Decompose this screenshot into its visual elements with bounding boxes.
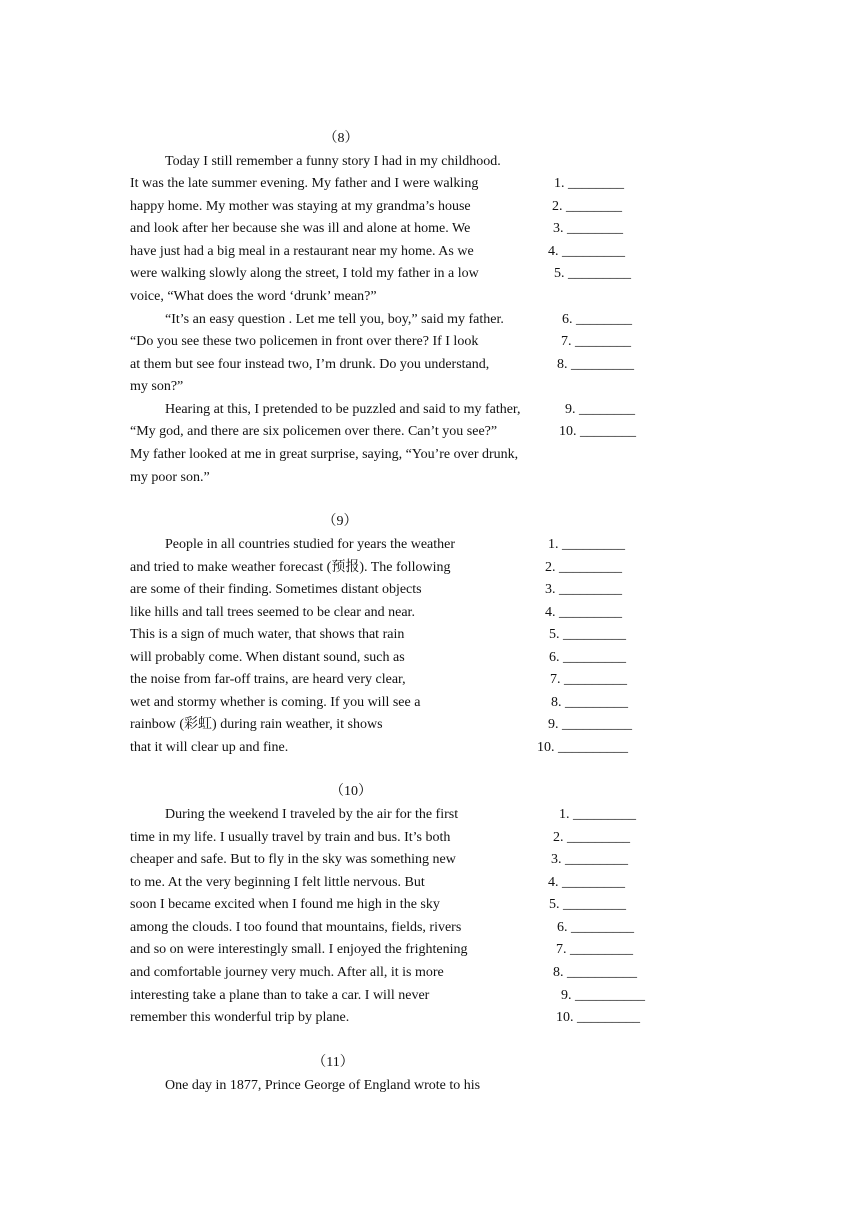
passage-heading: （8） <box>323 131 359 146</box>
answer-blank[interactable]: 6. _________ <box>557 920 634 935</box>
passage-line: interesting take a plane than to take a car. I will never <box>130 988 430 1003</box>
answer-blank[interactable]: 1. _________ <box>559 807 636 822</box>
passage-line: “Do you see these two policemen in front over there? If I look <box>130 334 479 349</box>
answer-blank[interactable]: 8. __________ <box>553 965 637 980</box>
passage-line: and look after her because she was ill and alone at home. We <box>130 221 471 236</box>
passage-line: my son?” <box>130 379 184 394</box>
answer-blank[interactable]: 2. _________ <box>553 830 630 845</box>
passage-line: among the clouds. I too found that mountains, fields, rivers <box>130 920 462 935</box>
passage-line: Today I still remember a funny story I had in my childhood. <box>165 154 501 169</box>
passage-heading: （10） <box>330 784 372 799</box>
answer-blank[interactable]: 5. _________ <box>549 627 626 642</box>
passage-line: are some of their finding. Sometimes distant objects <box>130 582 422 597</box>
passage-line: happy home. My mother was staying at my grandma’s house <box>130 199 471 214</box>
answer-blank[interactable]: 3. _________ <box>551 852 628 867</box>
passage-line: at them but see four instead two, I’m drunk. Do you understand, <box>130 357 490 372</box>
passage-line: During the weekend I traveled by the air for the first <box>165 807 459 822</box>
answer-blank[interactable]: 4. _________ <box>548 875 625 890</box>
passage-heading: （9） <box>322 514 358 529</box>
passage-line: were walking slowly along the street, I told my father in a low <box>130 266 479 281</box>
answer-blank[interactable]: 6. ________ <box>562 312 632 327</box>
passage-line: have just had a big meal in a restaurant near my home. As we <box>130 244 474 259</box>
passage-line: time in my life. I usually travel by train and bus. It’s both <box>130 830 451 845</box>
answer-blank[interactable]: 8. _________ <box>551 695 628 710</box>
answer-blank[interactable]: 1. _________ <box>548 537 625 552</box>
answer-blank[interactable]: 9. ________ <box>565 402 635 417</box>
answer-blank[interactable]: 7. _________ <box>556 942 633 957</box>
answer-blank[interactable]: 9. __________ <box>561 988 645 1003</box>
answer-blank[interactable]: 3. _________ <box>545 582 622 597</box>
answer-blank[interactable]: 5. _________ <box>549 897 626 912</box>
passage-line: to me. At the very beginning I felt little nervous. But <box>130 875 425 890</box>
passage-line: wet and stormy whether is coming. If you will see a <box>130 695 421 710</box>
passage-line: soon I became excited when I found me high in the sky <box>130 897 440 912</box>
passage-line: and so on were interestingly small. I enjoyed the frightening <box>130 942 468 957</box>
passage-line: my poor son.” <box>130 470 210 485</box>
passage-line: It was the late summer evening. My father and I were walking <box>130 176 479 191</box>
answer-blank[interactable]: 6. _________ <box>549 650 626 665</box>
passage-line: “It’s an easy question . Let me tell you, boy,” said my father. <box>165 312 504 327</box>
passage-line: Hearing at this, I pretended to be puzzled and said to my father, <box>165 402 521 417</box>
passage-line: that it will clear up and fine. <box>130 740 289 755</box>
passage-line: People in all countries studied for years the weather <box>165 537 456 552</box>
answer-blank[interactable]: 10. __________ <box>537 740 628 755</box>
answer-blank[interactable]: 2. _________ <box>545 560 622 575</box>
answer-blank[interactable]: 4. _________ <box>548 244 625 259</box>
answer-blank[interactable]: 5. _________ <box>554 266 631 281</box>
answer-blank[interactable]: 7. ________ <box>561 334 631 349</box>
passage-line: and tried to make weather forecast (预报). The following <box>130 560 451 575</box>
passage-line: rainbow (彩虹) during rain weather, it shows <box>130 717 383 732</box>
answer-blank[interactable]: 1. ________ <box>554 176 624 191</box>
answer-blank[interactable]: 10. _________ <box>556 1010 640 1025</box>
answer-blank[interactable]: 4. _________ <box>545 605 622 620</box>
answer-blank[interactable]: 2. ________ <box>552 199 622 214</box>
passage-line: My father looked at me in great surprise, saying, “You’re over drunk, <box>130 447 519 462</box>
passage-line: the noise from far-off trains, are heard very clear, <box>130 672 406 687</box>
passage-line: remember this wonderful trip by plane. <box>130 1010 350 1025</box>
answer-blank[interactable]: 3. ________ <box>553 221 623 236</box>
passage-line: like hills and tall trees seemed to be clear and near. <box>130 605 415 620</box>
passage-line: and comfortable journey very much. After all, it is more <box>130 965 444 980</box>
passage-line: This is a sign of much water, that shows that rain <box>130 627 405 642</box>
answer-blank[interactable]: 10. ________ <box>559 424 636 439</box>
passage-line: will probably come. When distant sound, such as <box>130 650 405 665</box>
passage-line: cheaper and safe. But to fly in the sky was something new <box>130 852 456 867</box>
passage-line: “My god, and there are six policemen over there. Can’t you see?” <box>130 424 498 439</box>
passage-line: voice, “What does the word ‘drunk’ mean?” <box>130 289 377 304</box>
answer-blank[interactable]: 7. _________ <box>550 672 627 687</box>
answer-blank[interactable]: 8. _________ <box>557 357 634 372</box>
passage-line: One day in 1877, Prince George of England wrote to his <box>165 1078 481 1093</box>
passage-heading: （11） <box>312 1055 354 1070</box>
answer-blank[interactable]: 9. __________ <box>548 717 632 732</box>
